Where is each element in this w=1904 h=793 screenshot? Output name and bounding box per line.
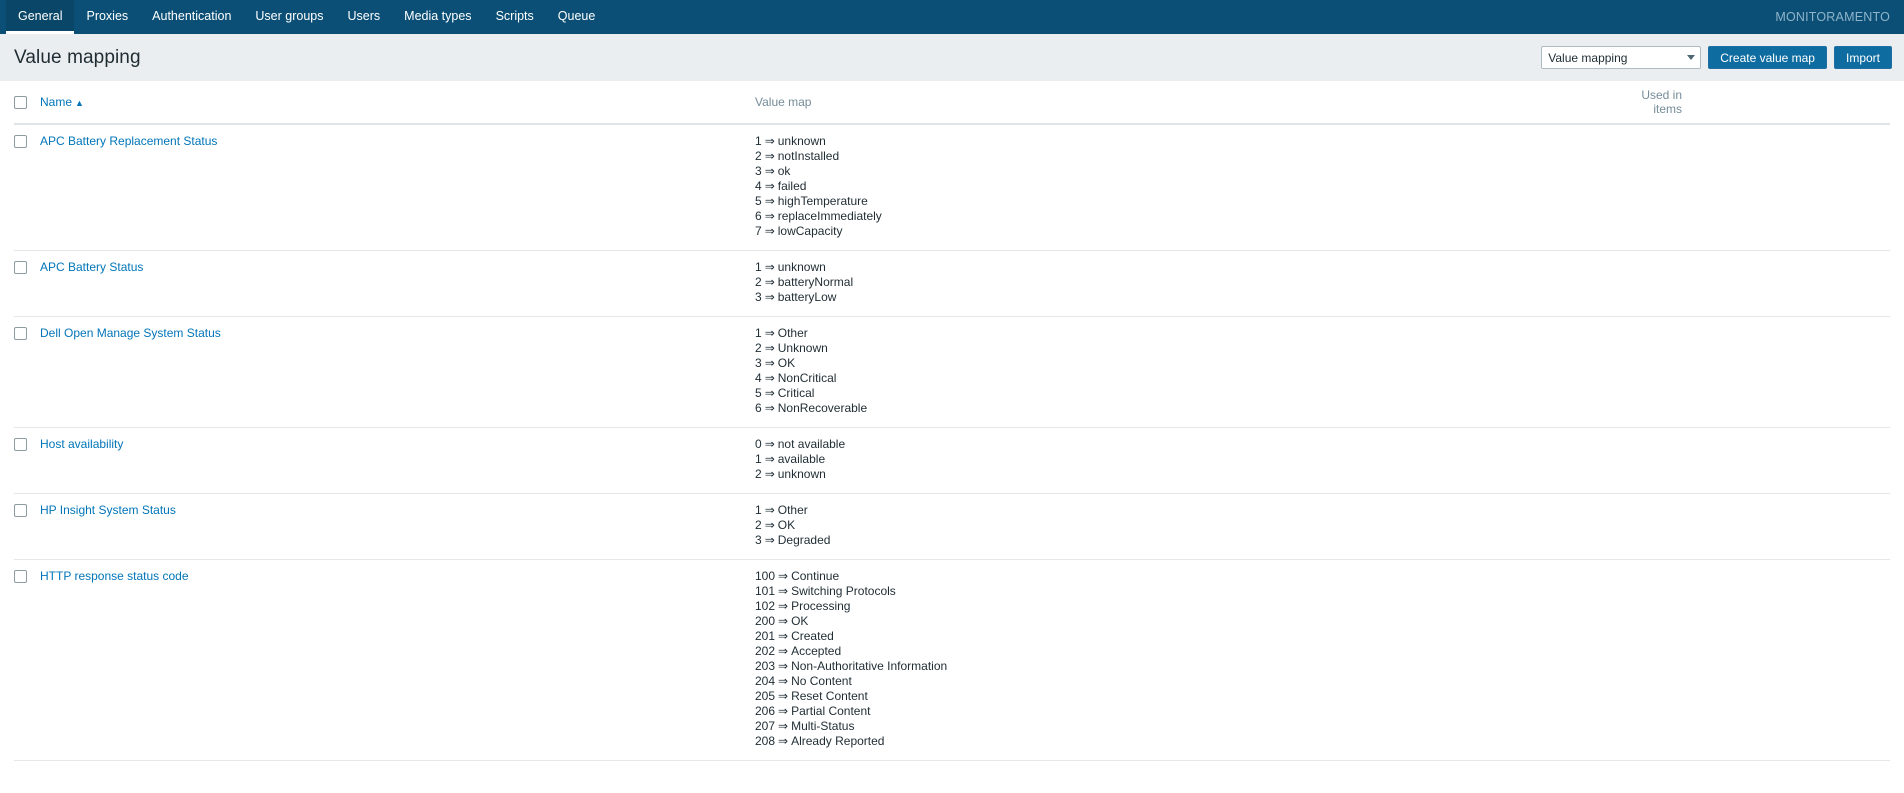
mapping-entry [755,164,1620,179]
column-header-used-in-items: Used in items [1620,81,1890,124]
mapping-entry [755,569,1620,584]
mapping-value: NonRecoverable [777,401,868,415]
mapping-value: Non-Authoritative Information [791,659,948,673]
nav-item-label: Scripts [495,8,534,23]
maps-to-icon: ⇒ [778,719,789,733]
value-map-name-cell [40,560,755,761]
mapping-value: replaceImmediately [777,209,882,223]
row-select-cell [14,428,40,494]
mapping-value: not available [777,437,846,451]
mapping-value: No Content [791,674,852,688]
maps-to-icon: ⇒ [764,224,775,238]
mapping-entry [755,275,1620,290]
mapping-entry [755,674,1620,689]
mapping-entry [755,290,1620,305]
mapping-key: 203 [755,659,776,673]
value-mapping-table [14,81,1890,761]
maps-to-icon: ⇒ [778,674,789,688]
nav-item-user-groups[interactable] [243,0,335,34]
mapping-value: Critical [777,386,815,400]
mapping-value: notInstalled [777,149,840,163]
maps-to-icon: ⇒ [764,533,775,547]
mapping-entry [755,326,1620,341]
mapping-entry [755,356,1620,371]
mapping-entry [755,386,1620,401]
select-all-checkbox[interactable] [14,96,27,109]
maps-to-icon: ⇒ [778,614,789,628]
mapping-key: 2 [755,149,762,163]
maps-to-icon: ⇒ [778,689,789,703]
mapping-value: batteryNormal [777,275,854,289]
mapping-value: available [777,452,826,466]
maps-to-icon: ⇒ [764,386,775,400]
mapping-key: 5 [755,194,762,208]
header-controls [1541,34,1892,81]
maps-to-icon: ⇒ [764,356,775,370]
used-in-items-cell [1620,251,1890,317]
mapping-key: 1 [755,260,762,274]
used-in-items-cell [1620,560,1890,761]
page-title: Value mapping [14,46,141,68]
column-header-name[interactable] [40,81,755,124]
mapping-key: 205 [755,689,776,703]
table-row [14,428,1890,494]
mapping-key: 5 [755,386,762,400]
maps-to-icon: ⇒ [764,275,775,289]
maps-to-icon: ⇒ [764,326,775,340]
mapping-value: failed [777,179,807,193]
mapping-key: 208 [755,734,776,748]
mapping-value: unknown [777,134,826,148]
mapping-key: 2 [755,518,762,532]
row-checkbox[interactable] [14,261,27,274]
mapping-entry [755,533,1620,548]
column-header-name-link[interactable]: Name [40,95,73,109]
table-row [14,124,1890,251]
used-in-items-cell [1620,124,1890,251]
maps-to-icon: ⇒ [764,260,775,274]
mapping-value: batteryLow [777,290,837,304]
mapping-value: Created [791,629,834,643]
used-in-items-cell [1620,317,1890,428]
value-map-name-link[interactable]: Host availability [40,437,124,451]
nav-item-media-types[interactable] [392,0,483,34]
mapping-value: Switching Protocols [791,584,896,598]
value-map-name-link[interactable]: HTTP response status code [40,569,189,583]
mapping-key: 0 [755,437,762,451]
chevron-down-icon [1687,55,1695,60]
mapping-key: 1 [755,134,762,148]
nav-item-label: Queue [557,8,596,23]
mapping-entry [755,371,1620,386]
mapping-entry [755,584,1620,599]
maps-to-icon: ⇒ [764,290,775,304]
value-map-mappings-cell [755,251,1620,317]
mapping-value: OK [777,518,796,532]
table-body [14,124,1890,761]
mapping-key: 3 [755,290,762,304]
mapping-entry [755,209,1620,224]
mapping-list [755,437,1620,482]
mapping-entry [755,734,1620,749]
value-map-mappings-cell [755,560,1620,761]
maps-to-icon: ⇒ [778,659,789,673]
mapping-key: 3 [755,164,762,178]
row-select-cell [14,494,40,560]
table-row [14,560,1890,761]
mapping-key: 207 [755,719,776,733]
mapping-list [755,260,1620,305]
row-select-cell [14,560,40,761]
mapping-key: 4 [755,179,762,193]
mapping-entry [755,467,1620,482]
mapping-entry [755,689,1620,704]
mapping-entry [755,644,1620,659]
mapping-key: 102 [755,599,776,613]
mapping-key: 101 [755,584,776,598]
column-header-value-map: Value map [755,81,1620,124]
mapping-key: 2 [755,467,762,481]
used-in-items-cell [1620,428,1890,494]
mapping-value: Other [777,326,808,340]
value-map-name-cell [40,494,755,560]
table-header-row [14,81,1890,124]
nav-item-queue[interactable] [546,0,608,34]
mapping-key: 2 [755,275,762,289]
mapping-value: lowCapacity [777,224,843,238]
maps-to-icon: ⇒ [764,452,775,466]
maps-to-icon: ⇒ [778,644,789,658]
table-row [14,251,1890,317]
value-map-mappings-cell [755,494,1620,560]
mapping-value: unknown [777,467,826,481]
nav-item-proxies[interactable] [74,0,140,34]
mapping-value: Other [777,503,808,517]
mapping-entry [755,179,1620,194]
sort-ascending-icon: ▲ [75,98,84,108]
mapping-entry [755,437,1620,452]
mapping-value: Reset Content [791,689,868,703]
mapping-key: 204 [755,674,776,688]
table-row [14,494,1890,560]
mapping-entry [755,194,1620,209]
nav-item-label: User groups [255,8,324,23]
maps-to-icon: ⇒ [764,503,775,517]
maps-to-icon: ⇒ [778,569,789,583]
mapping-key: 7 [755,224,762,238]
value-map-mappings-cell [755,124,1620,251]
mapping-list [755,326,1620,416]
maps-to-icon: ⇒ [764,467,775,481]
mapping-entry [755,629,1620,644]
nav-item-users[interactable] [336,0,393,34]
mapping-key: 1 [755,326,762,340]
maps-to-icon: ⇒ [764,134,775,148]
mapping-value: OK [777,356,796,370]
mapping-key: 3 [755,533,762,547]
row-select-cell [14,124,40,251]
mapping-value: Partial Content [791,704,871,718]
nav-item-label: Media types [404,8,472,23]
value-map-name-link[interactable]: Dell Open Manage System Status [40,326,221,340]
row-checkbox[interactable] [14,504,27,517]
mapping-value: Processing [791,599,851,613]
value-mapping-table-container [0,81,1904,761]
nav-item-label: Users [347,8,381,23]
mapping-value: unknown [777,260,826,274]
mapping-list [755,134,1620,239]
maps-to-icon: ⇒ [764,209,775,223]
value-map-name-cell [40,428,755,494]
mapping-value: Degraded [777,533,831,547]
mapping-key: 200 [755,614,776,628]
table-row [14,317,1890,428]
mapping-entry [755,704,1620,719]
section-select-value: Value mapping [1548,50,1628,65]
mapping-entry [755,149,1620,164]
page-header [0,34,1904,81]
maps-to-icon: ⇒ [764,401,775,415]
create-value-map-button[interactable]: Create value map [1708,46,1827,69]
value-map-mappings-cell [755,428,1620,494]
maps-to-icon: ⇒ [764,179,775,193]
used-in-items-cell [1620,494,1890,560]
mapping-key: 6 [755,209,762,223]
top-nav-menu [0,0,607,34]
value-map-name-cell [40,124,755,251]
row-checkbox[interactable] [14,135,27,148]
mapping-entry [755,719,1620,734]
select-all-header [14,81,40,124]
maps-to-icon: ⇒ [764,371,775,385]
row-select-cell [14,317,40,428]
mapping-value: Multi-Status [791,719,855,733]
mapping-key: 1 [755,452,762,466]
nav-item-label: General [18,8,63,23]
mapping-key: 6 [755,401,762,415]
maps-to-icon: ⇒ [764,149,775,163]
value-map-name-link[interactable]: APC Battery Replacement Status [40,134,218,148]
value-map-name-cell [40,317,755,428]
row-select-cell [14,251,40,317]
row-checkbox[interactable] [14,570,27,583]
maps-to-icon: ⇒ [764,437,775,451]
mapping-entry [755,518,1620,533]
mapping-key: 1 [755,503,762,517]
table-header [14,81,1890,124]
maps-to-icon: ⇒ [778,599,789,613]
maps-to-icon: ⇒ [778,704,789,718]
mapping-entry [755,659,1620,674]
mapping-list [755,503,1620,548]
mapping-key: 201 [755,629,776,643]
value-map-name-cell [40,251,755,317]
mapping-entry [755,224,1620,239]
value-map-name-link[interactable]: APC Battery Status [40,260,144,274]
row-checkbox[interactable] [14,327,27,340]
mapping-entry [755,503,1620,518]
mapping-value: Continue [791,569,840,583]
mapping-value: OK [791,614,809,628]
mapping-value: highTemperature [777,194,868,208]
maps-to-icon: ⇒ [764,341,775,355]
mapping-entry [755,614,1620,629]
nav-item-general[interactable] [6,0,74,34]
mapping-entry [755,341,1620,356]
maps-to-icon: ⇒ [778,629,789,643]
mapping-value: NonCritical [777,371,837,385]
mapping-entry [755,599,1620,614]
server-name-label: MONITORAMENTO [1775,10,1890,24]
maps-to-icon: ⇒ [778,584,789,598]
value-map-mappings-cell [755,317,1620,428]
nav-item-label: Authentication [152,8,232,23]
mapping-entry [755,260,1620,275]
mapping-key: 206 [755,704,776,718]
mapping-value: Already Reported [791,734,885,748]
mapping-list [755,569,1620,749]
section-select[interactable] [1541,46,1701,69]
mapping-value: Unknown [777,341,828,355]
mapping-entry [755,452,1620,467]
mapping-key: 2 [755,341,762,355]
maps-to-icon: ⇒ [764,518,775,532]
mapping-value: Accepted [791,644,842,658]
mapping-entry [755,401,1620,416]
maps-to-icon: ⇒ [764,164,775,178]
row-checkbox[interactable] [14,438,27,451]
import-button[interactable]: Import [1834,46,1892,69]
mapping-key: 100 [755,569,776,583]
mapping-value: ok [777,164,791,178]
nav-item-scripts[interactable] [484,0,546,34]
mapping-key: 4 [755,371,762,385]
nav-item-authentication[interactable] [140,0,243,34]
mapping-entry [755,134,1620,149]
mapping-key: 202 [755,644,776,658]
maps-to-icon: ⇒ [778,734,789,748]
maps-to-icon: ⇒ [764,194,775,208]
mapping-key: 3 [755,356,762,370]
nav-item-label: Proxies [86,8,129,23]
value-map-name-link[interactable]: HP Insight System Status [40,503,176,517]
top-navigation-bar [0,0,1904,34]
